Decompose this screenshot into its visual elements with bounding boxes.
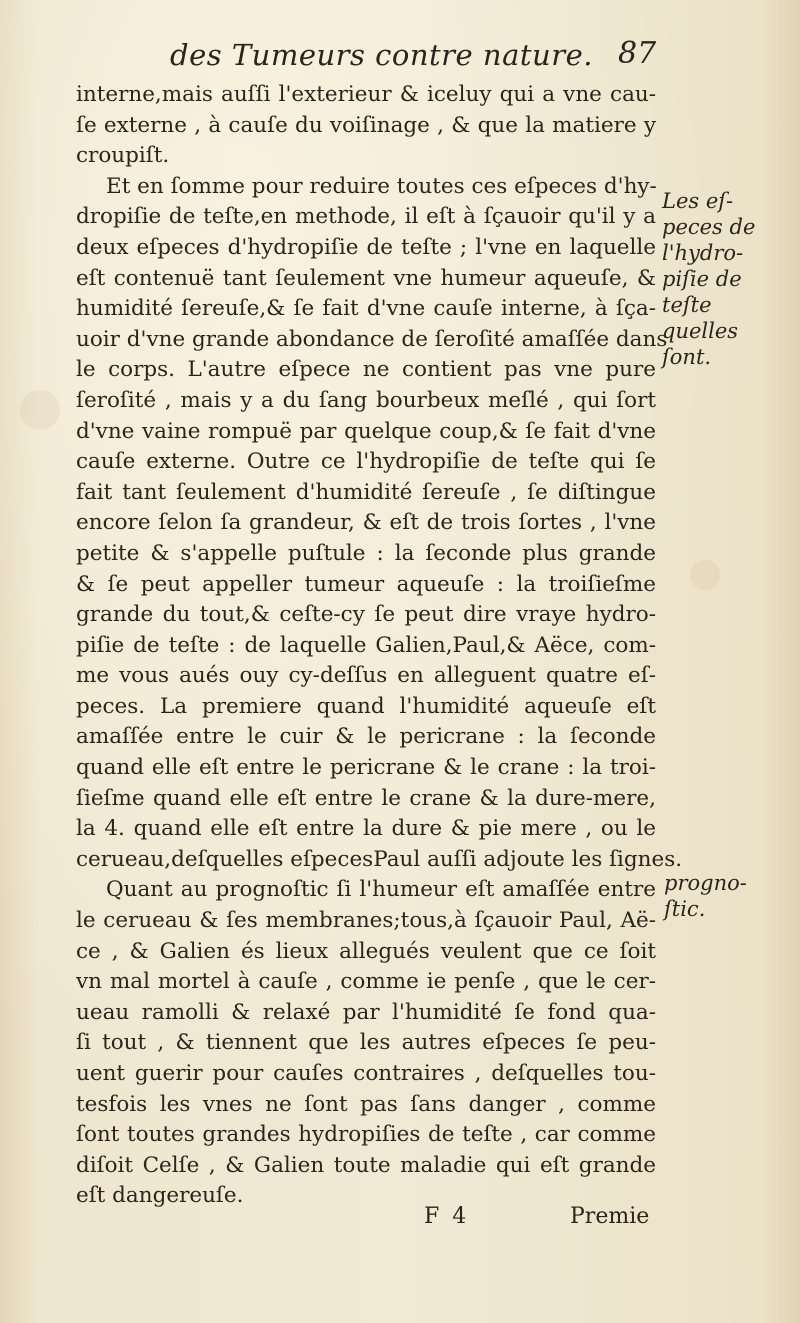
text-line: vn mal mortel à cauſe , comme ie penſe , que le cer- [76, 969, 656, 995]
margin-note-line: piſie de [662, 267, 742, 291]
signature-mark: F 4 [424, 1204, 470, 1229]
margin-note-line: ſtic. [664, 897, 706, 921]
text-line: ce , & Galien és lieux allegués veulent que ce ſoit [76, 938, 656, 964]
text-line: petite & s'appelle puſtule : la ſeconde plus grande [76, 540, 656, 566]
text-line: encore ſelon ſa grandeur, & eſt de trois ſortes , l'vne [76, 510, 656, 536]
text-line: tesfois les vnes ne ſont pas ſans danger , comme [76, 1091, 656, 1117]
text-line: ſe externe , à cauſe du voiſinage , & que la matiere y [76, 112, 656, 138]
margin-note-line: l'hydro- [662, 241, 744, 265]
text-line: d'vne vaine rompuë par quelque coup,& ſe fait d'vne [76, 418, 656, 444]
text-line: eſt contenuë tant ſeulement vne humeur aqueuſe, & [76, 265, 656, 291]
margin-note-prognostic [664, 870, 794, 922]
page-header [170, 38, 670, 84]
margin-note-line: Les eſ- [662, 189, 734, 213]
text-line: quand elle eſt entre le pericrane & le crane : la troi- [76, 755, 656, 781]
text-line: uoir d'vne grande abondance de ſeroſité amaſſée dans [76, 326, 668, 352]
text-line: cerueau,deſquelles eſpecesPaul auſſi adjoute les ſignes. [76, 846, 683, 872]
text-line: croupiſt. [76, 143, 170, 169]
text-line: interne,mais auſſi l'exterieur & iceluy qui a vne cau- [76, 82, 656, 107]
text-line: grande du tout,& ceſte-cy ſe peut dire vraye hydro- [76, 602, 656, 628]
text-line: ſeroſité , mais y a du ſang bourbeux meſlé , qui ſort [76, 387, 656, 413]
margin-note-line: progno- [664, 871, 747, 895]
page-footer [0, 1204, 800, 1244]
text-line: la 4. quand elle eſt entre la dure & pie mere , ou le [76, 816, 656, 842]
text-line: dropiſie de teſte,en methode, il eſt à ſçauoir qu'il y a [76, 204, 656, 230]
text-line: diſoit Celſe , & Galien toute maladie qui eſt grande [76, 1152, 656, 1178]
text-line: piſie de teſte : de laquelle Galien,Paul,& Aëce, com- [76, 632, 656, 658]
margin-note-line: peces de [662, 215, 756, 239]
running-title: des Tumeurs contre nature. [170, 38, 593, 72]
text-line: ueau ramolli & relaxé par l'humidité ſe fond qua- [76, 999, 656, 1025]
text-line: ſont toutes grandes hydropiſies de teſte , car comme [76, 1122, 656, 1148]
margin-note-line: quelles [662, 319, 739, 343]
text-line: cauſe externe. Outre ce l'hydropiſie de teſte qui ſe [76, 449, 656, 475]
text-line: humidité ſereuſe,& ſe fait d'vne cauſe interne, à ſça- [76, 296, 656, 322]
text-line: me vous aués ouy cy-deſſus en alleguent quatre eſ- [76, 663, 656, 689]
text-line: le corps. L'autre eſpece ne contient pas vne pure [76, 357, 656, 383]
text-line: Et en ſomme pour reduire toutes ces eſpeces d'hy- [106, 173, 657, 199]
page-number: 87 [618, 36, 657, 71]
text-line: amaſſée entre le cuir & le pericrane : la ſeconde [76, 724, 656, 750]
paper-stain [20, 390, 60, 430]
text-line: uent guerir pour cauſes contraires , deſquelles tou- [76, 1061, 656, 1086]
text-line: deux eſpeces d'hydropiſie de teſte ; l'vne en laquelle [76, 234, 656, 260]
paper-stain [690, 560, 720, 590]
text-line: fait tant ſeulement d'humidité ſereuſe , ſe diſtingue [76, 479, 656, 505]
text-line: ſieſme quand elle eſt entre le crane & la dure-mere, [76, 785, 656, 811]
text-line: & ſe peut appeller tumeur aqueuſe : la troiſieſme [76, 571, 656, 597]
margin-note-line: ſont. [662, 345, 712, 369]
text-line: Quant au prognoſtic ſi l'humeur eſt amaſſée entre [106, 877, 656, 903]
text-line: le cerueau & ſes membranes;tous,à ſçauoir Paul, Aë- [76, 908, 656, 934]
text-line: ſi tout , & tiennent que les autres eſpeces ſe peu- [76, 1030, 656, 1056]
margin-note-especes [662, 188, 792, 370]
body-text [76, 80, 683, 1212]
text-line: eſt dangereuſe. [76, 1183, 244, 1209]
text-line: peces. La premiere quand l'humidité aqueuſe eſt [76, 693, 656, 719]
margin-note-line: teſte [662, 293, 712, 317]
catchword: Premie [570, 1204, 650, 1229]
